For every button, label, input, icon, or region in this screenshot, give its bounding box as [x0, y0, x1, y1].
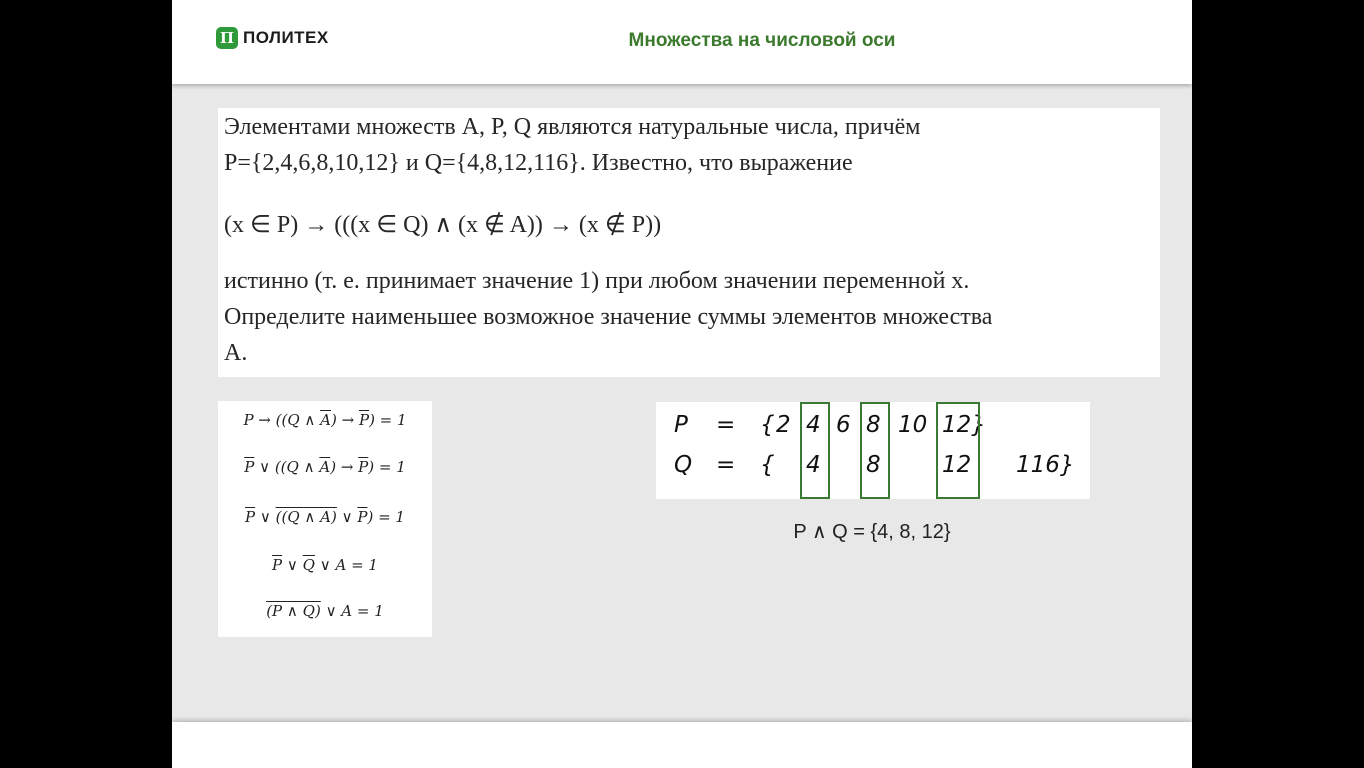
common-element-box: [800, 402, 830, 499]
derivation-steps: [218, 401, 432, 637]
set-q-open-brace: {: [760, 452, 775, 478]
slide-header: [172, 0, 1192, 84]
set-p-element: 4: [806, 412, 821, 438]
set-q-element: 4: [806, 452, 821, 478]
derivation-step-5: (P ∧ Q) ∨ A = 1: [266, 602, 384, 620]
set-p-element: 12}: [942, 412, 986, 438]
derivation-step-2: $\overline{P}$ ∨ ((Q ∧ $\overline{A}) \to \overline{P}) = 1$: [244, 458, 406, 476]
sets-comparison: [656, 402, 1090, 499]
task-line-2: P={2,4,6,8,10,12} и Q={4,8,12,116}. Известно, что выражение: [224, 150, 853, 176]
derivation-step-3: $\overline{P}$ ∨ ((Q ∧ A) ∨ $\overline{P}) = 1$: [245, 508, 405, 526]
set-p-element: 8: [866, 412, 881, 438]
task-formula: (x ∈ P) → (((x ∈ Q) ∧ (x ∉ A)) → (x ∉ P)): [224, 212, 662, 238]
task-line-4: Определите наименьшее возможное значение суммы элементов множества: [224, 304, 993, 330]
set-p-label: P: [674, 412, 688, 438]
slide-footer: [172, 722, 1192, 768]
set-q-element: 8: [866, 452, 881, 478]
set-p-element: 2: [776, 412, 791, 438]
logo-mark-icon: П: [216, 27, 238, 49]
set-q-element: 116}: [1016, 452, 1075, 478]
derivation-step-4: $\overline{P}$ ∨ $\overline{Q}$ ∨ A = 1: [272, 556, 378, 574]
common-element-box: [860, 402, 890, 499]
set-p-open-brace: {: [760, 412, 775, 438]
task-line-5: А.: [224, 340, 248, 366]
page-title: Множества на числовой оси: [628, 30, 896, 51]
task-text-box: [218, 108, 1160, 377]
set-q-equals: =: [716, 452, 736, 478]
set-p-element: 10: [898, 412, 928, 438]
logo-text: ПОЛИТЕХ: [243, 28, 329, 47]
set-q-label: Q: [674, 452, 693, 478]
intersection-result: P ∧ Q = {4, 8, 12}: [793, 521, 951, 543]
derivation-step-1: P → ((Q ∧ $\overline{A}) \to \overline{P}) = 1$: [243, 411, 407, 429]
logo: [216, 27, 329, 49]
task-line-1: Элементами множеств А, P, Q являются натуральные числа, причём: [224, 114, 921, 140]
set-p-element: 6: [836, 412, 851, 438]
task-line-3: истинно (т. е. принимает значение 1) при любом значении переменной х.: [224, 268, 970, 294]
set-q-element: 12: [942, 452, 972, 478]
set-p-equals: =: [716, 412, 736, 438]
slide: [172, 0, 1192, 768]
common-element-box: [936, 402, 980, 499]
